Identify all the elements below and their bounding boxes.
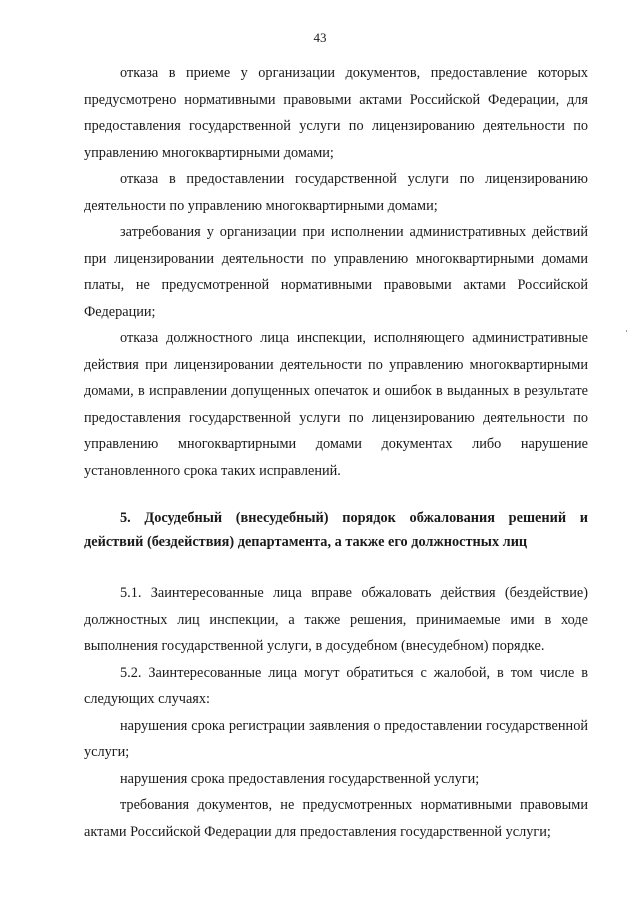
page-number: 43 xyxy=(313,30,327,45)
paragraph-deadline-violation: нарушения срока предоставления государственной услуги; xyxy=(120,770,480,787)
paragraph-refusal-acceptance: отказа в приеме у организации документов, предоставление которых предусмотрено нормативными правовыми актами Российской Федерации, для предоставления государственной услуги по лицензированию деятельности по управлению многоквартирными домами; xyxy=(84,65,588,161)
paragraph-fee-demand: затребования у организации при исполнении административных действий при лицензировании деятельности по управлению многоквартирными домами платы, не предусмотренной нормативными правовыми актами Российской Федерации; xyxy=(84,224,588,320)
paragraph-5-2: 5.2. Заинтересованные лица могут обратиться с жалобой, в том числе в следующих случаях: xyxy=(84,664,588,707)
paragraph-documents-demand: требования документов, не предусмотренных нормативными правовыми актами Российской Федерации для предоставления государственной услуги; xyxy=(84,797,588,840)
paragraph-refusal-service: отказа в предоставлении государственной услуги по лицензированию деятельности по управлению многоквартирными домами; xyxy=(84,171,588,214)
section-heading xyxy=(84,506,588,554)
page-body xyxy=(84,60,588,845)
section-heading-text: 5. Досудебный (внесудебный) порядок обжалования решений и действий (бездействия) департамента, а также его должностных лиц xyxy=(84,510,588,550)
paragraph-correction-refusal: отказа должностного лица инспекции, исполняющего административные действия при лицензировании деятельности по управлению многоквартирными домами, в исправлении допущенных опечаток и ошибок в выданных в результате предоставления государственной услуги по лицензированию деятельности по управлению многоквартирными домами документах либо нарушение установленного срока таких исправлений. xyxy=(84,330,588,479)
scan-artifact xyxy=(626,330,627,332)
paragraph-5-1: 5.1. Заинтересованные лица вправе обжаловать действия (бездействие) должностных лиц инспекции, а также решения, принимаемые ими в ходе выполнения государственной услуги, в досудебном (внесудебном) порядке. xyxy=(84,585,588,654)
paragraph-registration-violation: нарушения срока регистрации заявления о предоставлении государственной услуги; xyxy=(84,717,588,760)
